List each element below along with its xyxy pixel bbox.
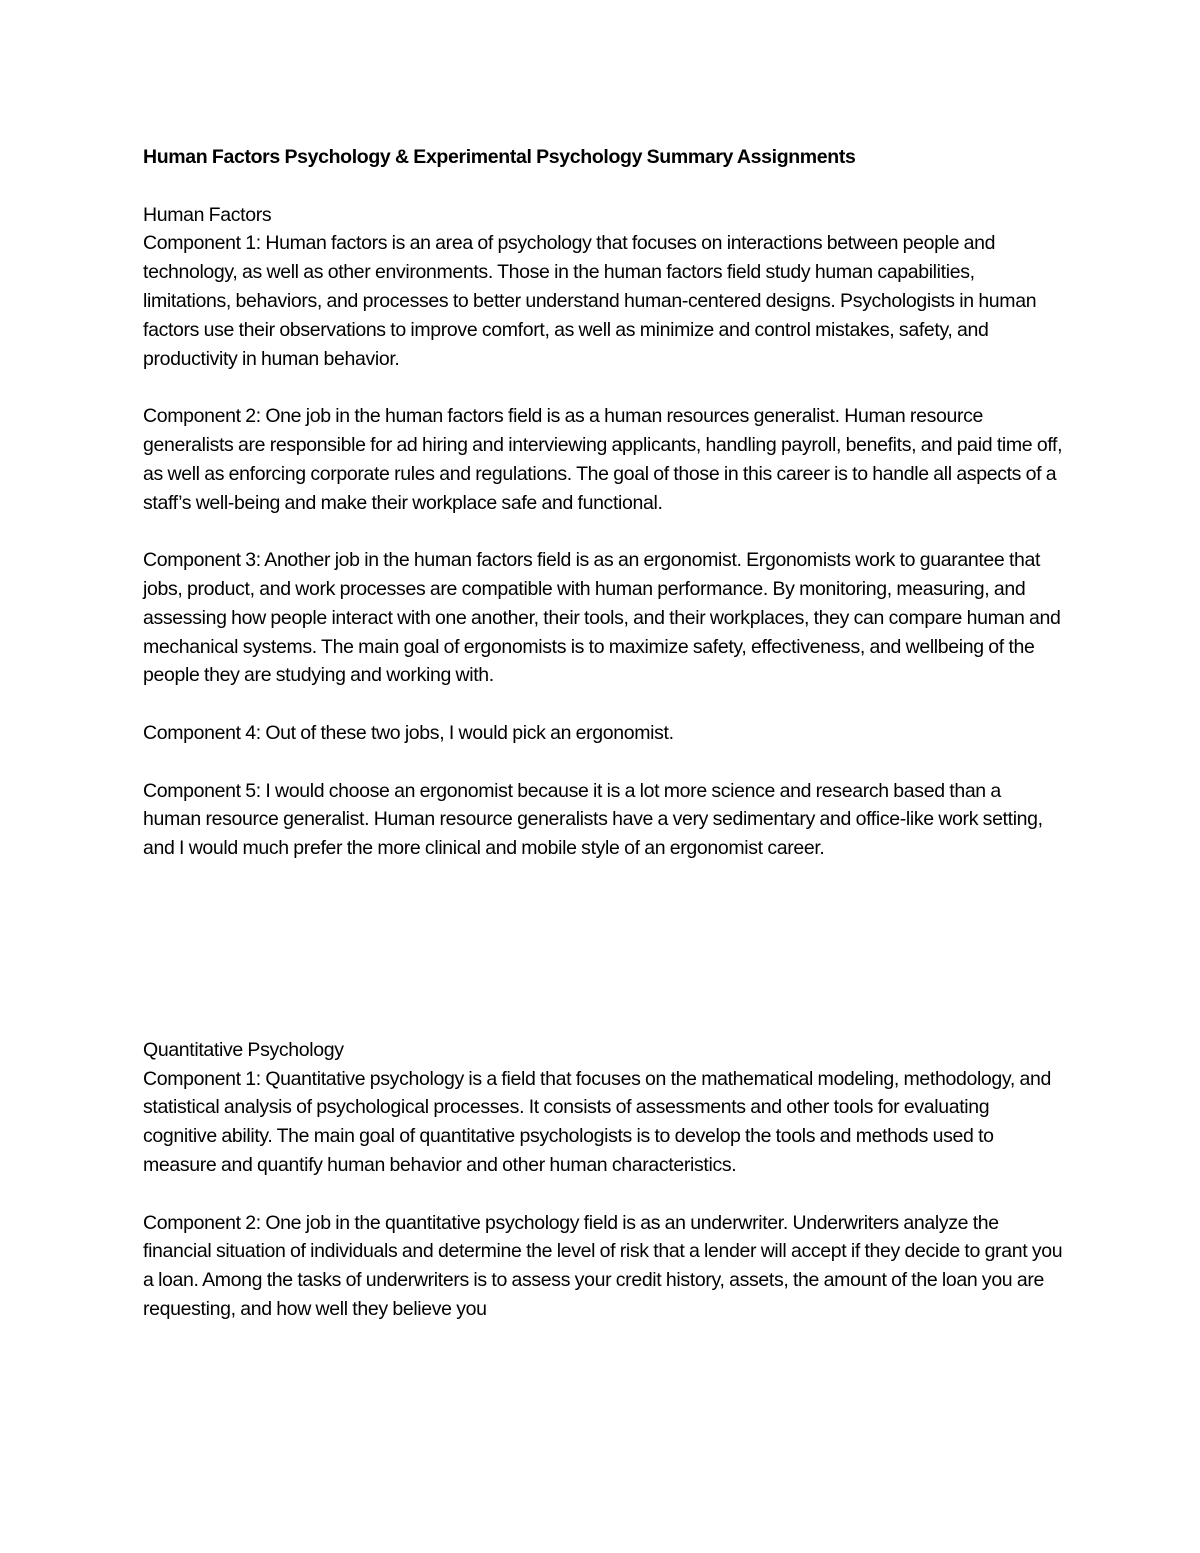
document-page bbox=[143, 143, 1063, 1352]
paragraph-hf-component-4: Component 4: Out of these two jobs, I would pick an ergonomist. bbox=[143, 721, 674, 744]
section-human-factors bbox=[143, 201, 1063, 863]
section-heading-quantitative-psychology: Quantitative Psychology bbox=[143, 1038, 344, 1061]
section-heading-human-factors: Human Factors bbox=[143, 203, 272, 226]
section-quantitative-psychology bbox=[143, 1036, 1063, 1324]
section-spacer bbox=[143, 892, 1063, 1036]
paragraph-hf-component-3: Component 3: Another job in the human factors field is as an ergonomist. Ergonomists work to guarantee that jobs, product, and work processes are compatible with human performance. By monitoring, measuring, and assessing how people interact with one another, their tools, and their workplaces, they can compare human and mechanical systems. The main goal of ergonomists is to maximize safety, effectiveness, and wellbeing of the people they are studying and working with. bbox=[143, 549, 1061, 687]
paragraph-qp-component-1: Component 1: Quantitative psychology is a field that focuses on the mathematical modeling, methodology, and statistical analysis of psychological processes. It consists of assessments and other tools for evaluating cognitive ability. The main goal of quantitative psychologists is to develop the tools and methods used to measure and quantify human behavior and other human characteristics. bbox=[143, 1067, 1051, 1176]
document-title: Human Factors Psychology & Experimental Psychology Summary Assignments bbox=[143, 146, 856, 168]
paragraph-hf-component-5: Component 5: I would choose an ergonomist because it is a lot more science and research based than a human resource generalist. Human resource generalists have a very sedimentary and office-like work setting, and I would much prefer the more clinical and mobile style of an ergonomist career. bbox=[143, 779, 1043, 860]
paragraph-hf-component-2: Component 2: One job in the human factors field is as a human resources generalist. Human resource generalists are responsible for ad hiring and interviewing applicants, handling payroll, benefits, and paid time off, as well as enforcing corporate rules and regulations. The goal of those in this career is to handle all aspects of a staff’s well-being and make their workplace safe and functional. bbox=[143, 405, 1063, 514]
paragraph-qp-component-2: Component 2: One job in the quantitative psychology field is as an underwriter. Underwriters analyze the financial situation of individuals and determine the level of risk that a lender will accept if they decide to grant you a loan. Among the tasks of underwriters is to assess your credit history, assets, the amount of the loan you are requesting, and how well they believe you bbox=[143, 1211, 1063, 1320]
paragraph-hf-component-1: Component 1: Human factors is an area of psychology that focuses on interactions between people and technology, as well as other environments. Those in the human factors field study human capabilities, limitations, behaviors, and processes to better understand human-centered designs. Psychologists in human factors use their observations to improve comfort, as well as minimize and control mistakes, safety, and productivity in human behavior. bbox=[143, 232, 1037, 370]
